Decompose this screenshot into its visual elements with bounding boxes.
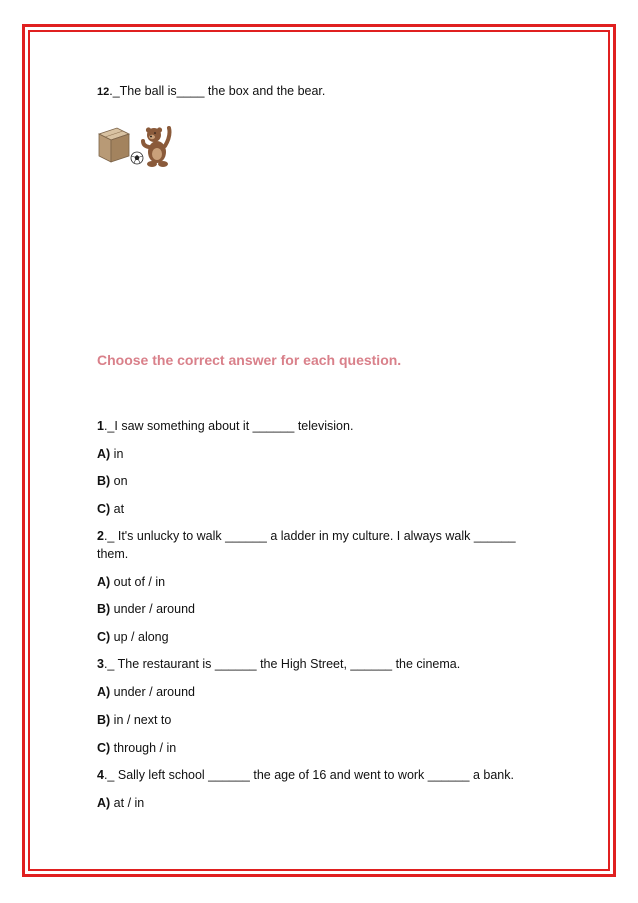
ball-icon bbox=[131, 152, 143, 164]
option-text: under / around bbox=[110, 685, 195, 699]
option-3b bbox=[97, 711, 171, 730]
option-letter: A) bbox=[97, 796, 111, 810]
option-2c bbox=[97, 628, 169, 647]
question-4 bbox=[97, 766, 514, 785]
option-text: through / in bbox=[110, 741, 177, 755]
option-text: on bbox=[110, 474, 128, 488]
instructions-heading: Choose the correct answer for each question. bbox=[97, 352, 402, 368]
question-2-continued: them. bbox=[97, 547, 129, 561]
option-2b bbox=[97, 600, 195, 619]
question-number: 2 bbox=[97, 529, 104, 543]
option-text: at / in bbox=[110, 796, 145, 810]
option-text: in bbox=[110, 447, 124, 461]
option-letter: B) bbox=[97, 474, 111, 488]
question-text: ._ The restaurant is ______ the High Street, ______ the cinema. bbox=[103, 657, 461, 671]
option-4a bbox=[97, 794, 144, 813]
question-text: ._I saw something about it ______ television. bbox=[103, 419, 354, 433]
question-number: 4 bbox=[97, 768, 104, 782]
option-text: under / around bbox=[110, 602, 195, 616]
option-letter: B) bbox=[97, 602, 111, 616]
option-1a bbox=[97, 445, 123, 464]
option-2a bbox=[97, 573, 165, 592]
option-letter: A) bbox=[97, 575, 111, 589]
box-ball-bear-illustration bbox=[97, 122, 177, 168]
question-1 bbox=[97, 417, 353, 436]
option-letter: B) bbox=[97, 713, 111, 727]
option-1b bbox=[97, 472, 128, 491]
box-icon bbox=[99, 128, 129, 162]
option-letter: A) bbox=[97, 447, 111, 461]
question-text: ._The ball is____ the box and the bear. bbox=[109, 84, 326, 98]
question-number: 12 bbox=[97, 86, 110, 98]
option-letter: C) bbox=[97, 502, 111, 516]
question-text: ._ It's unlucky to walk ______ a ladder in my culture. I always walk ______ bbox=[103, 529, 516, 543]
question-12 bbox=[97, 82, 325, 102]
option-3c bbox=[97, 739, 176, 758]
option-letter: C) bbox=[97, 630, 111, 644]
question-number: 3 bbox=[97, 657, 104, 671]
option-letter: C) bbox=[97, 741, 111, 755]
option-text: up / along bbox=[110, 630, 169, 644]
option-letter: A) bbox=[97, 685, 111, 699]
bear-icon bbox=[143, 127, 170, 167]
option-text: in / next to bbox=[110, 713, 172, 727]
question-3 bbox=[97, 655, 460, 674]
option-1c bbox=[97, 500, 124, 519]
question-2 bbox=[97, 527, 516, 546]
option-text: at bbox=[110, 502, 125, 516]
question-number: 1 bbox=[97, 419, 104, 433]
option-text: out of / in bbox=[110, 575, 166, 589]
option-3a bbox=[97, 683, 195, 702]
question-text: ._ Sally left school ______ the age of 16 and went to work ______ a bank. bbox=[103, 768, 514, 782]
